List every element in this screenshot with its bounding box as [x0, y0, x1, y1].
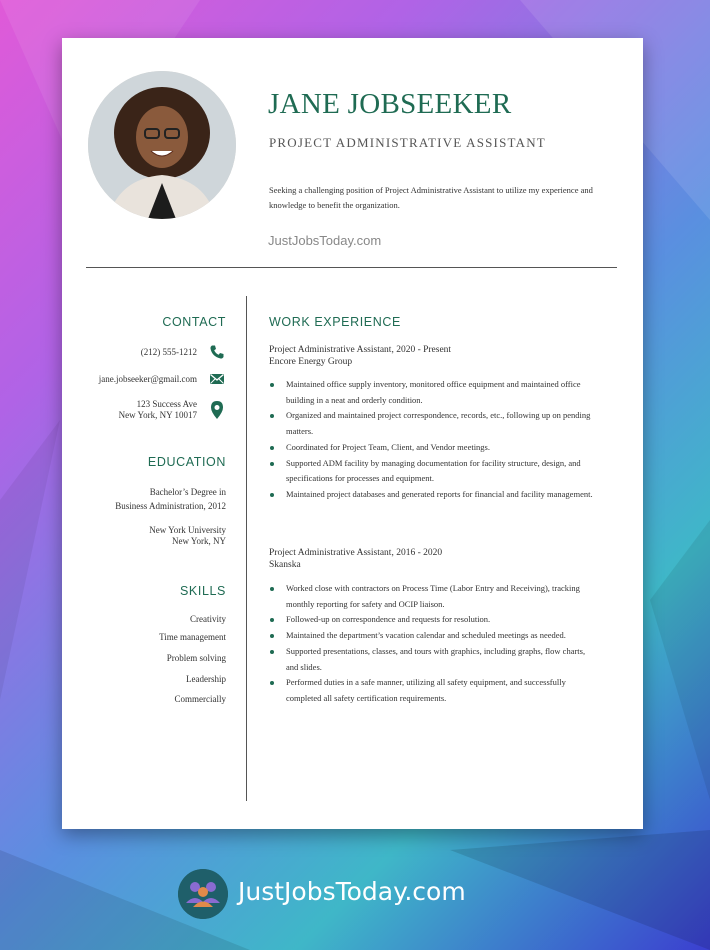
header-divider [86, 267, 617, 268]
job-company: Encore Energy Group [269, 357, 353, 367]
work-experience-heading: WORK EXPERIENCE [269, 315, 401, 329]
location-pin-icon [209, 400, 225, 420]
resume-page [62, 38, 643, 829]
candidate-role: PROJECT ADMINISTRATIVE ASSISTANT [269, 135, 546, 150]
mail-icon [209, 371, 225, 387]
footer-brand[interactable]: JustJobsToday.com [238, 877, 466, 906]
list-item: Organized and maintained project correspondence, records, etc., following up on pending matters. [268, 408, 598, 439]
education-school [149, 525, 226, 547]
address-line-1: 123 Success Ave [136, 399, 197, 409]
brand-logo-icon [178, 869, 228, 919]
objective-text: Seeking a challenging position of Project Administrative Assistant to utilize my experience and knowledge to benefit the organization. [269, 185, 593, 210]
job-bullets [268, 581, 598, 707]
list-item: Maintained office supply inventory, monitored office equipment and maintained office building in a neat and orderly condition. [268, 377, 598, 408]
school-location: New York, NY [171, 536, 226, 546]
job-bullets [268, 377, 598, 503]
education-heading: EDUCATION [147, 455, 226, 469]
email-address: jane.jobseeker@gmail.com [98, 374, 197, 384]
list-item: Worked close with contractors on Process Time (Labor Entry and Receiving), tracking monthly reporting for safety and OCIP liaison. [268, 581, 598, 612]
job-title: Project Administrative Assistant, 2016 - 2020 [269, 548, 443, 558]
address [119, 399, 197, 421]
list-item: Maintained the department’s vacation calendar and scheduled meetings as needed. [268, 628, 598, 644]
degree-line-2: Business Administration, 2012 [115, 501, 226, 511]
address-line-2: New York, NY 10017 [118, 410, 197, 420]
profile-photo [88, 71, 236, 219]
skill-item: Leadership [186, 674, 226, 684]
job-title: Project Administrative Assistant, 2020 - Present [269, 345, 452, 355]
school-name: New York University [149, 525, 226, 535]
degree-line-1: Bachelor’s Degree in [149, 487, 226, 497]
skill-item: Creativity [190, 614, 226, 624]
list-item: Supported presentations, classes, and tours with graphics, including graphs, flow charts, and slides. [268, 644, 598, 675]
skill-item: Commercially [174, 694, 226, 704]
candidate-name: JANE JOBSEEKER [268, 88, 512, 120]
list-item: Coordinated for Project Team, Client, and Vendor meetings. [268, 440, 598, 456]
list-item: Performed duties in a safe manner, utilizing all safety equipment, and successfully completed all safety certification requirements. [268, 675, 598, 706]
list-item: Followed-up on correspondence and requests for resolution. [268, 612, 598, 628]
list-item: Maintained project databases and generated reports for financial and facility management. [268, 487, 598, 503]
skill-item: Problem solving [166, 653, 226, 663]
contact-heading: CONTACT [162, 315, 226, 329]
list-item: Supported ADM facility by managing documentation for facility structure, design, and specifications for processes and equipment. [268, 456, 598, 487]
job-company: Skanska [269, 560, 301, 570]
column-divider [246, 296, 247, 801]
phone-number: (212) 555-1212 [140, 347, 197, 357]
phone-icon [209, 344, 225, 360]
skill-item: Time management [159, 632, 226, 642]
education-degree [115, 485, 226, 513]
skills-heading: SKILLS [180, 584, 226, 598]
website-text: JustJobsToday.com [268, 233, 382, 248]
